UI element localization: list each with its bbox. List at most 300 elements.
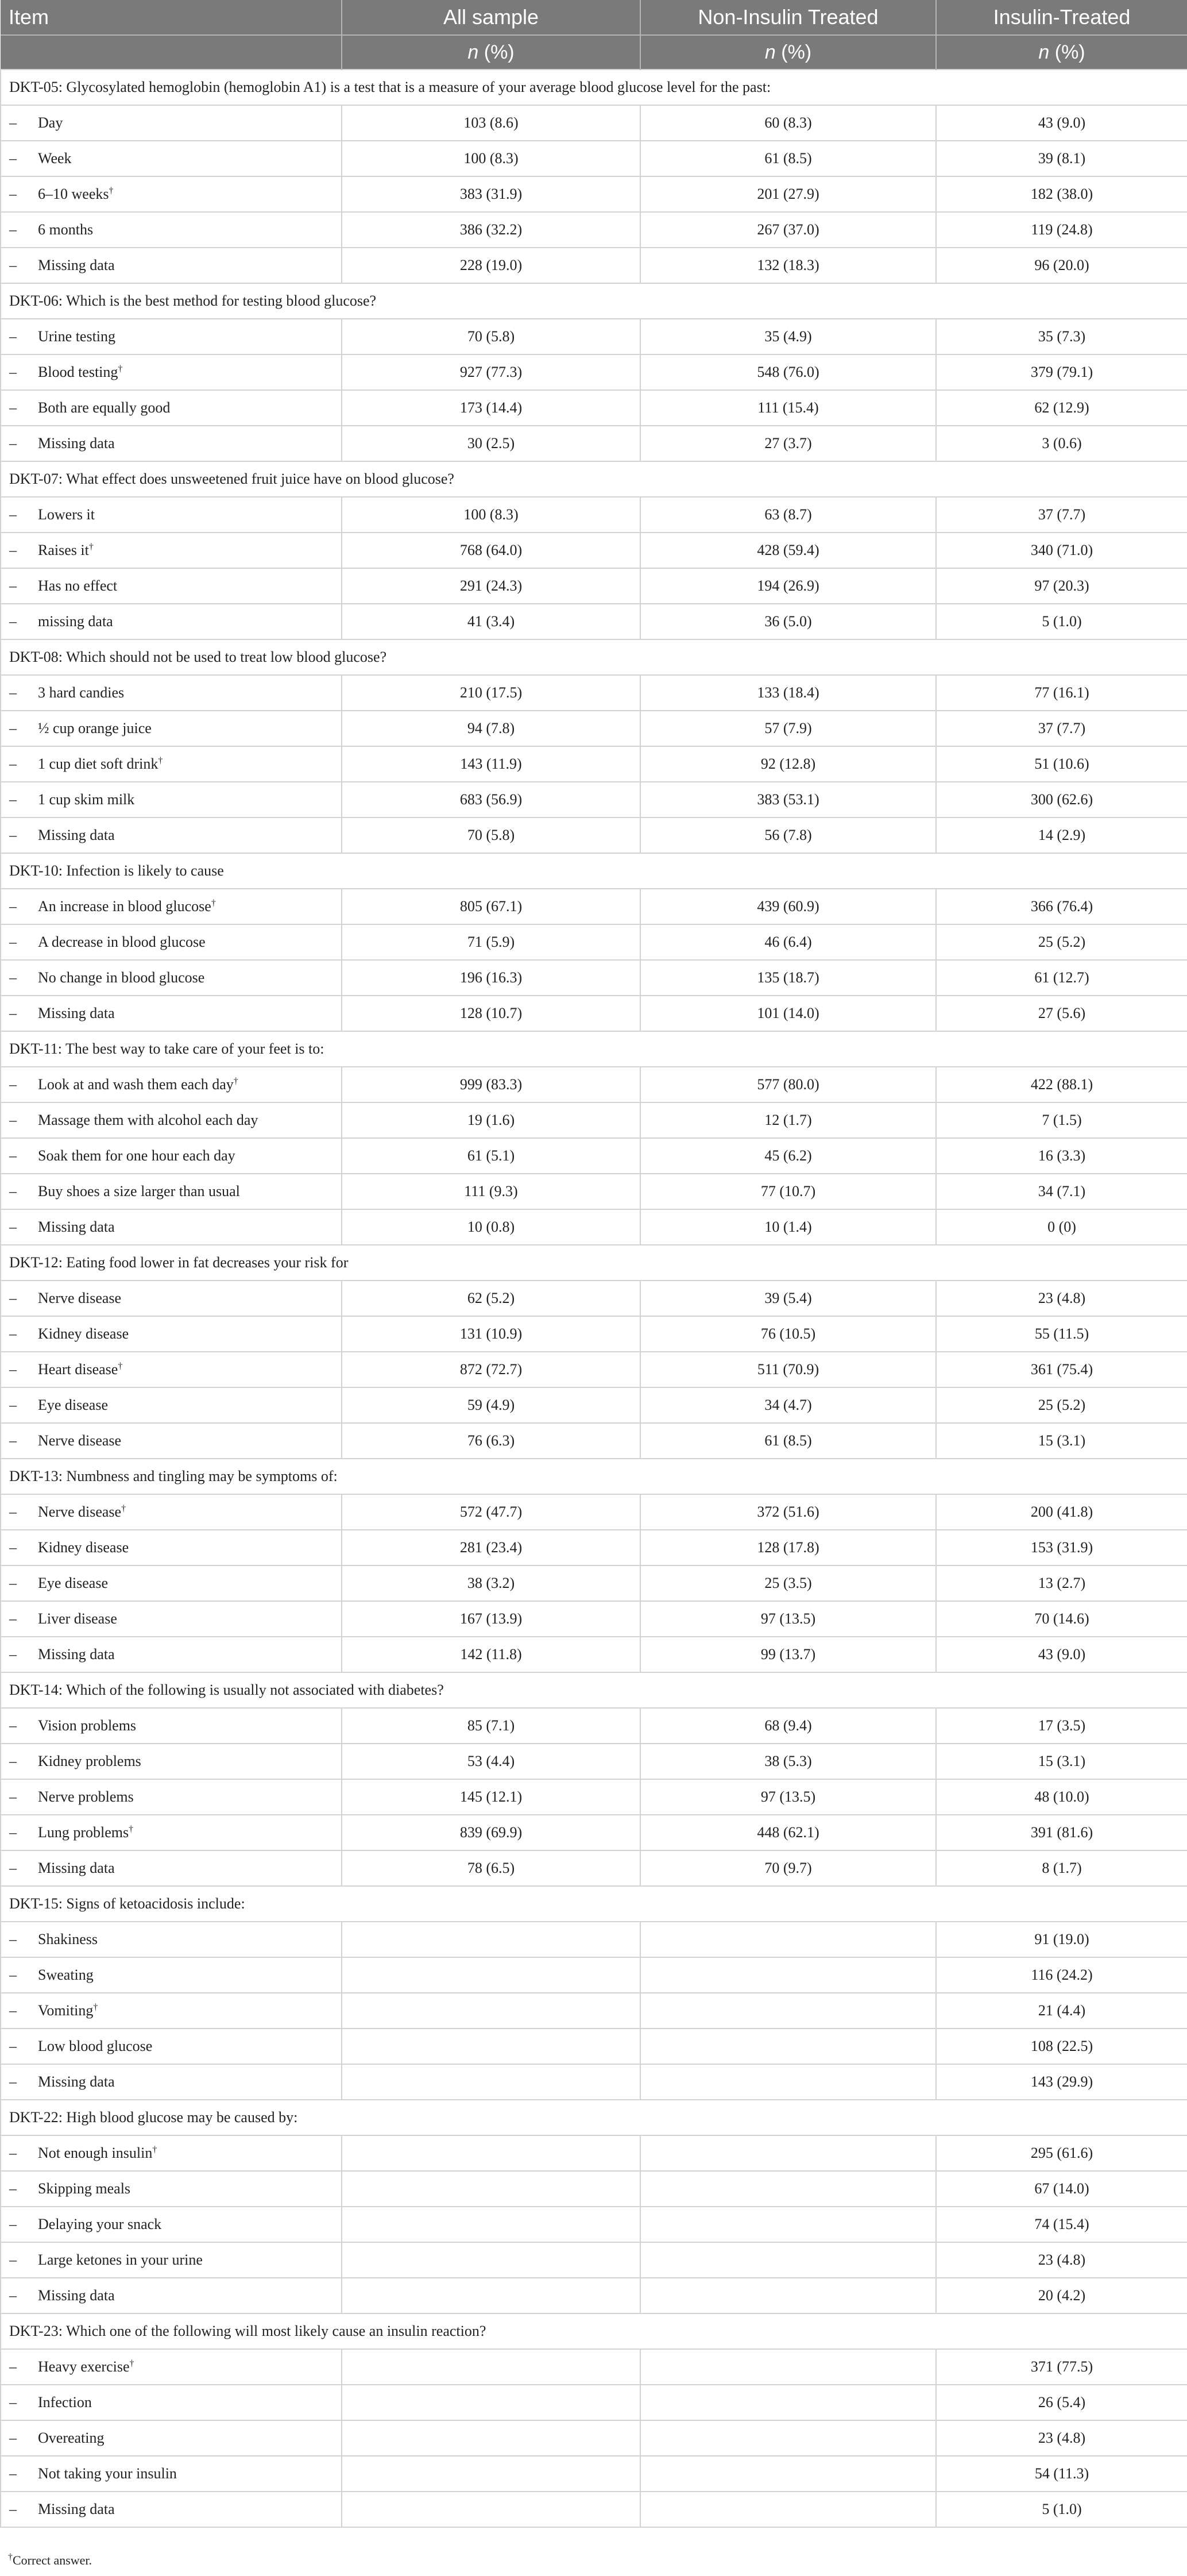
value-non-insulin: 97 (13.5) [640, 1779, 936, 1815]
value-all-sample: 59 (4.9) [342, 1387, 640, 1423]
value-all-sample: 30 (2.5) [342, 426, 640, 461]
value-all-sample: 111 (9.3) [342, 1174, 640, 1209]
correct-answer-mark: † [129, 1824, 134, 1834]
value-non-insulin: 70 (9.7) [640, 1850, 936, 1886]
value-non-insulin: 38 (5.3) [640, 1744, 936, 1779]
value-all-sample: 999 (83.3) [342, 1067, 640, 1102]
value-non-insulin [640, 2135, 936, 2171]
correct-answer-mark: † [233, 1076, 238, 1086]
dash-bullet: – [9, 577, 17, 594]
value-non-insulin: 135 (18.7) [640, 960, 936, 996]
answer-label: Day [38, 114, 63, 131]
question-text: DKT-06: Which is the best method for testing blood glucose? [1, 283, 1187, 319]
value-insulin: 97 (20.3) [936, 568, 1187, 604]
value-insulin: 295 (61.6) [936, 2135, 1187, 2171]
answer-row [1, 176, 1187, 212]
answer-row [1, 889, 1187, 924]
dash-bullet: – [9, 1361, 17, 1378]
dash-bullet: – [9, 2430, 17, 2446]
answer-label-cell [1, 1423, 342, 1459]
dash-bullet: – [9, 969, 17, 986]
value-non-insulin [640, 2029, 936, 2064]
value-insulin: 43 (9.0) [936, 1637, 1187, 1672]
value-insulin: 422 (88.1) [936, 1067, 1187, 1102]
answer-row [1, 2064, 1187, 2100]
answer-label: Soak them for one hour each day [38, 1147, 235, 1164]
value-all-sample: 70 (5.8) [342, 319, 640, 354]
answer-label-cell [1, 1530, 342, 1565]
dash-bullet: – [9, 2287, 17, 2304]
answer-row [1, 1281, 1187, 1316]
table-body [1, 70, 1187, 2527]
value-non-insulin: 61 (8.5) [640, 141, 936, 176]
value-insulin: 20 (4.2) [936, 2278, 1187, 2313]
value-insulin: 70 (14.6) [936, 1601, 1187, 1637]
answer-label-cell [1, 1708, 342, 1744]
question-row [1, 2100, 1187, 2135]
dash-bullet: – [9, 827, 17, 843]
value-non-insulin: 97 (13.5) [640, 1601, 936, 1637]
value-all-sample [342, 1957, 640, 1993]
value-non-insulin: 548 (76.0) [640, 354, 936, 390]
value-non-insulin [640, 1993, 936, 2029]
value-all-sample: 61 (5.1) [342, 1138, 640, 1174]
value-non-insulin: 57 (7.9) [640, 711, 936, 746]
value-non-insulin [640, 1922, 936, 1957]
value-insulin: 74 (15.4) [936, 2207, 1187, 2242]
pct-label: (%) [775, 41, 812, 63]
value-insulin: 21 (4.4) [936, 1993, 1187, 2029]
value-all-sample: 228 (19.0) [342, 248, 640, 283]
value-non-insulin [640, 2492, 936, 2527]
value-insulin: 119 (24.8) [936, 212, 1187, 248]
header-sub-ins [936, 35, 1187, 70]
dash-bullet: – [9, 1753, 17, 1769]
correct-answer-mark: † [211, 898, 216, 908]
dash-bullet: – [9, 1397, 17, 1413]
answer-label: Missing data [38, 1005, 115, 1021]
value-all-sample [342, 2385, 640, 2420]
correct-answer-mark: † [129, 2358, 134, 2369]
value-non-insulin: 511 (70.9) [640, 1352, 936, 1387]
value-all-sample: 76 (6.3) [342, 1423, 640, 1459]
correct-answer-mark: † [152, 2145, 157, 2155]
value-non-insulin: 194 (26.9) [640, 568, 936, 604]
answer-label-cell [1, 1850, 342, 1886]
answer-row [1, 1102, 1187, 1138]
answer-row [1, 746, 1187, 782]
value-insulin: 91 (19.0) [936, 1922, 1187, 1957]
answer-row [1, 1922, 1187, 1957]
answer-label-cell [1, 1957, 342, 1993]
value-all-sample: 94 (7.8) [342, 711, 640, 746]
answer-label-cell [1, 2420, 342, 2456]
value-non-insulin: 68 (9.4) [640, 1708, 936, 1744]
question-row [1, 1672, 1187, 1708]
header-all-sample: All sample [342, 0, 640, 35]
answer-label: Missing data [38, 2287, 115, 2304]
answer-label-cell [1, 1387, 342, 1423]
value-insulin: 15 (3.1) [936, 1744, 1187, 1779]
value-all-sample: 142 (11.8) [342, 1637, 640, 1672]
answer-label-cell [1, 212, 342, 248]
answer-label-cell [1, 1637, 342, 1672]
answer-label: An increase in blood glucose [38, 898, 211, 915]
dash-bullet: – [9, 506, 17, 523]
answer-label-cell [1, 2029, 342, 2064]
value-all-sample: 53 (4.4) [342, 1744, 640, 1779]
footnote-text: Correct answer. [13, 2553, 92, 2567]
dash-bullet: – [9, 150, 17, 167]
value-non-insulin: 61 (8.5) [640, 1423, 936, 1459]
dash-bullet: – [9, 1005, 17, 1021]
value-insulin: 182 (38.0) [936, 176, 1187, 212]
answer-label: Lung problems [38, 1824, 129, 1841]
value-insulin: 39 (8.1) [936, 141, 1187, 176]
answer-row [1, 2492, 1187, 2527]
answer-label: Kidney problems [38, 1753, 141, 1769]
value-insulin: 153 (31.9) [936, 1530, 1187, 1565]
dash-bullet: – [9, 1147, 17, 1164]
answer-label: 1 cup skim milk [38, 791, 135, 808]
answer-label: Kidney disease [38, 1325, 129, 1342]
question-text: DKT-11: The best way to take care of your feet is to: [1, 1031, 1187, 1067]
answer-row [1, 2242, 1187, 2278]
answer-label-cell [1, 2171, 342, 2207]
value-insulin: 25 (5.2) [936, 1387, 1187, 1423]
answer-row [1, 2385, 1187, 2420]
answer-row [1, 1316, 1187, 1352]
value-all-sample [342, 2278, 640, 2313]
answer-row [1, 1138, 1187, 1174]
value-all-sample: 41 (3.4) [342, 604, 640, 639]
question-text: DKT-15: Signs of ketoacidosis include: [1, 1886, 1187, 1922]
answer-label-cell [1, 248, 342, 283]
pct-label: (%) [1049, 41, 1085, 63]
answer-label: Missing data [38, 827, 115, 843]
dash-bullet: – [9, 791, 17, 808]
answer-row [1, 1174, 1187, 1209]
correct-answer-mark: † [93, 2002, 98, 2012]
question-text: DKT-14: Which of the following is usually not associated with diabetes? [1, 1672, 1187, 1708]
answer-row [1, 1850, 1187, 1886]
value-insulin: 5 (1.0) [936, 604, 1187, 639]
value-insulin: 96 (20.0) [936, 248, 1187, 283]
value-all-sample: 839 (69.9) [342, 1815, 640, 1850]
dash-bullet: – [9, 1539, 17, 1556]
answer-label-cell [1, 2207, 342, 2242]
value-insulin: 14 (2.9) [936, 817, 1187, 853]
question-text: DKT-22: High blood glucose may be caused by: [1, 2100, 1187, 2135]
value-all-sample: 572 (47.7) [342, 1494, 640, 1530]
value-non-insulin: 92 (12.8) [640, 746, 936, 782]
answer-row [1, 2135, 1187, 2171]
header-sub-empty [1, 35, 342, 70]
dash-bullet: – [9, 898, 17, 915]
dash-bullet: – [9, 399, 17, 416]
answer-row [1, 2278, 1187, 2313]
answer-label: 6–10 weeks [38, 186, 109, 202]
answer-row [1, 817, 1187, 853]
dash-bullet: – [9, 2358, 17, 2375]
value-insulin: 61 (12.7) [936, 960, 1187, 996]
value-all-sample: 768 (64.0) [342, 533, 640, 568]
answer-label: Eye disease [38, 1397, 109, 1413]
answer-row [1, 568, 1187, 604]
answer-label: Not taking your insulin [38, 2465, 177, 2482]
dash-bullet: – [9, 328, 17, 345]
answer-label: Nerve disease [38, 1290, 122, 1306]
answer-label: Missing data [38, 2501, 115, 2517]
dash-bullet: – [9, 934, 17, 950]
value-non-insulin [640, 2456, 936, 2492]
value-all-sample [342, 1922, 640, 1957]
value-non-insulin: 101 (14.0) [640, 996, 936, 1031]
answer-label: Kidney disease [38, 1539, 129, 1556]
value-insulin: 0 (0) [936, 1209, 1187, 1245]
value-all-sample: 383 (31.9) [342, 176, 640, 212]
answer-label-cell [1, 675, 342, 711]
answer-label-cell [1, 889, 342, 924]
dash-bullet: – [9, 221, 17, 238]
answer-label: Has no effect [38, 577, 118, 594]
answer-label: Not enough insulin [38, 2145, 153, 2161]
correct-answer-mark: † [88, 542, 94, 552]
answer-label: Skipping meals [38, 2180, 131, 2197]
question-text: DKT-07: What effect does unsweetened fruit juice have on blood glucose? [1, 461, 1187, 497]
value-all-sample [342, 2171, 640, 2207]
value-insulin: 5 (1.0) [936, 2492, 1187, 2527]
question-row [1, 70, 1187, 105]
answer-label-cell [1, 1922, 342, 1957]
value-insulin: 15 (3.1) [936, 1423, 1187, 1459]
value-non-insulin: 99 (13.7) [640, 1637, 936, 1672]
answer-label-cell [1, 1601, 342, 1637]
value-all-sample: 131 (10.9) [342, 1316, 640, 1352]
answer-row [1, 1957, 1187, 1993]
answer-label-cell [1, 1779, 342, 1815]
value-all-sample [342, 2349, 640, 2385]
answer-label-cell [1, 2492, 342, 2527]
dash-bullet: – [9, 1824, 17, 1841]
question-text: DKT-13: Numbness and tingling may be symptoms of: [1, 1459, 1187, 1494]
dash-bullet: – [9, 1931, 17, 1948]
answer-label-cell [1, 1102, 342, 1138]
n-label: n [1038, 41, 1050, 63]
value-insulin: 35 (7.3) [936, 319, 1187, 354]
answer-row [1, 1387, 1187, 1423]
value-non-insulin [640, 2207, 936, 2242]
answer-row [1, 2029, 1187, 2064]
dash-bullet: – [9, 1610, 17, 1627]
value-all-sample [342, 2420, 640, 2456]
correct-answer-mark: † [109, 186, 114, 196]
value-non-insulin: 448 (62.1) [640, 1815, 936, 1850]
value-insulin: 16 (3.3) [936, 1138, 1187, 1174]
correct-answer-mark: † [118, 364, 123, 374]
value-all-sample [342, 2242, 640, 2278]
dash-bullet: – [9, 1112, 17, 1128]
answer-label: Low blood glucose [38, 2038, 153, 2054]
question-row [1, 1245, 1187, 1281]
answer-label: Shakiness [38, 1931, 98, 1948]
dash-bullet: – [9, 257, 17, 273]
answer-row [1, 1779, 1187, 1815]
answer-label: Nerve disease [38, 1432, 122, 1449]
value-insulin: 13 (2.7) [936, 1565, 1187, 1601]
answer-label: Both are equally good [38, 399, 171, 416]
value-all-sample: 100 (8.3) [342, 497, 640, 533]
answer-row [1, 924, 1187, 960]
value-non-insulin [640, 2349, 936, 2385]
value-insulin: 55 (11.5) [936, 1316, 1187, 1352]
value-non-insulin [640, 2385, 936, 2420]
answer-label-cell [1, 1067, 342, 1102]
answer-row [1, 1637, 1187, 1672]
answer-label: missing data [38, 613, 113, 630]
answer-row [1, 497, 1187, 533]
value-all-sample: 85 (7.1) [342, 1708, 640, 1744]
question-text: DKT-05: Glycosylated hemoglobin (hemoglobin A1) is a test that is a measure of your average blood glucose level for the past: [1, 70, 1187, 105]
value-all-sample [342, 2207, 640, 2242]
answer-row [1, 105, 1187, 141]
answer-label: Buy shoes a size larger than usual [38, 1183, 240, 1200]
value-insulin: 43 (9.0) [936, 105, 1187, 141]
answer-label-cell [1, 354, 342, 390]
answer-label-cell [1, 497, 342, 533]
answer-row [1, 390, 1187, 426]
answer-label: Week [38, 150, 72, 167]
value-non-insulin: 63 (8.7) [640, 497, 936, 533]
value-all-sample: 386 (32.2) [342, 212, 640, 248]
dash-bullet: – [9, 2038, 17, 2054]
header-sub-all [342, 35, 640, 70]
value-insulin: 37 (7.7) [936, 497, 1187, 533]
value-non-insulin: 12 (1.7) [640, 1102, 936, 1138]
value-non-insulin: 201 (27.9) [640, 176, 936, 212]
value-non-insulin: 76 (10.5) [640, 1316, 936, 1352]
answer-row [1, 2420, 1187, 2456]
value-insulin: 200 (41.8) [936, 1494, 1187, 1530]
value-all-sample: 70 (5.8) [342, 817, 640, 853]
answer-label: Missing data [38, 1860, 115, 1876]
answer-label-cell [1, 2349, 342, 2385]
dash-bullet: – [9, 2465, 17, 2482]
answer-label: Vision problems [38, 1717, 137, 1734]
pct-label: (%) [478, 41, 515, 63]
value-all-sample [342, 2029, 640, 2064]
dash-bullet: – [9, 755, 17, 772]
answer-label: Massage them with alcohol each day [38, 1112, 258, 1128]
value-insulin: 361 (75.4) [936, 1352, 1187, 1387]
value-all-sample: 281 (23.4) [342, 1530, 640, 1565]
dash-bullet: – [9, 435, 17, 452]
answer-label-cell [1, 2278, 342, 2313]
answer-label: Raises it [38, 542, 89, 558]
value-insulin: 379 (79.1) [936, 354, 1187, 390]
header-row [1, 0, 1187, 35]
answer-label-cell [1, 2385, 342, 2420]
answer-label-cell [1, 996, 342, 1031]
value-non-insulin: 10 (1.4) [640, 1209, 936, 1245]
dash-bullet: – [9, 364, 17, 380]
answer-label: Sweating [38, 1966, 94, 1983]
value-non-insulin: 60 (8.3) [640, 105, 936, 141]
answer-label: Nerve disease [38, 1503, 122, 1520]
value-insulin: 54 (11.3) [936, 2456, 1187, 2492]
answer-label-cell [1, 319, 342, 354]
value-non-insulin: 132 (18.3) [640, 248, 936, 283]
value-non-insulin: 45 (6.2) [640, 1138, 936, 1174]
answer-row [1, 1423, 1187, 1459]
dash-bullet: – [9, 1860, 17, 1876]
answer-row [1, 212, 1187, 248]
answer-row [1, 319, 1187, 354]
answer-label: Missing data [38, 435, 115, 452]
answer-label: Lowers it [38, 506, 95, 523]
header-insulin: Insulin-Treated [936, 0, 1187, 35]
dash-bullet: – [9, 720, 17, 736]
value-all-sample: 143 (11.9) [342, 746, 640, 782]
answer-row [1, 1708, 1187, 1744]
value-all-sample: 103 (8.6) [342, 105, 640, 141]
value-all-sample: 167 (13.9) [342, 1601, 640, 1637]
value-insulin: 77 (16.1) [936, 675, 1187, 711]
value-non-insulin: 36 (5.0) [640, 604, 936, 639]
value-insulin: 7 (1.5) [936, 1102, 1187, 1138]
value-non-insulin: 128 (17.8) [640, 1530, 936, 1565]
answer-label-cell [1, 390, 342, 426]
value-non-insulin [640, 1957, 936, 1993]
value-all-sample [342, 2492, 640, 2527]
dash-bullet: – [9, 1503, 17, 1520]
answer-row [1, 2171, 1187, 2207]
answer-label-cell [1, 746, 342, 782]
value-non-insulin: 133 (18.4) [640, 675, 936, 711]
answer-row [1, 2456, 1187, 2492]
value-non-insulin: 383 (53.1) [640, 782, 936, 817]
value-all-sample: 927 (77.3) [342, 354, 640, 390]
footnote [8, 2553, 92, 2568]
correct-answer-mark: † [158, 755, 163, 766]
value-insulin: 3 (0.6) [936, 426, 1187, 461]
answer-label: Urine testing [38, 328, 116, 345]
value-insulin: 17 (3.5) [936, 1708, 1187, 1744]
answer-row [1, 533, 1187, 568]
question-text: DKT-23: Which one of the following will most likely cause an insulin reaction? [1, 2313, 1187, 2349]
value-all-sample [342, 2456, 640, 2492]
answer-label-cell [1, 1209, 342, 1245]
answer-row [1, 1815, 1187, 1850]
dash-bullet: – [9, 2145, 17, 2161]
value-non-insulin: 34 (4.7) [640, 1387, 936, 1423]
answer-label: Liver disease [38, 1610, 117, 1627]
dash-bullet: – [9, 1325, 17, 1342]
answer-label: Missing data [38, 257, 115, 273]
table-header [1, 0, 1187, 70]
answer-label: Eye disease [38, 1575, 109, 1591]
dash-bullet: – [9, 542, 17, 558]
answer-label-cell [1, 1744, 342, 1779]
answer-label-cell [1, 1352, 342, 1387]
answer-label: Missing data [38, 2073, 115, 2090]
dash-bullet: – [9, 2073, 17, 2090]
value-insulin: 62 (12.9) [936, 390, 1187, 426]
value-non-insulin: 267 (37.0) [640, 212, 936, 248]
value-all-sample: 805 (67.1) [342, 889, 640, 924]
value-insulin: 26 (5.4) [936, 2385, 1187, 2420]
answer-label-cell [1, 141, 342, 176]
